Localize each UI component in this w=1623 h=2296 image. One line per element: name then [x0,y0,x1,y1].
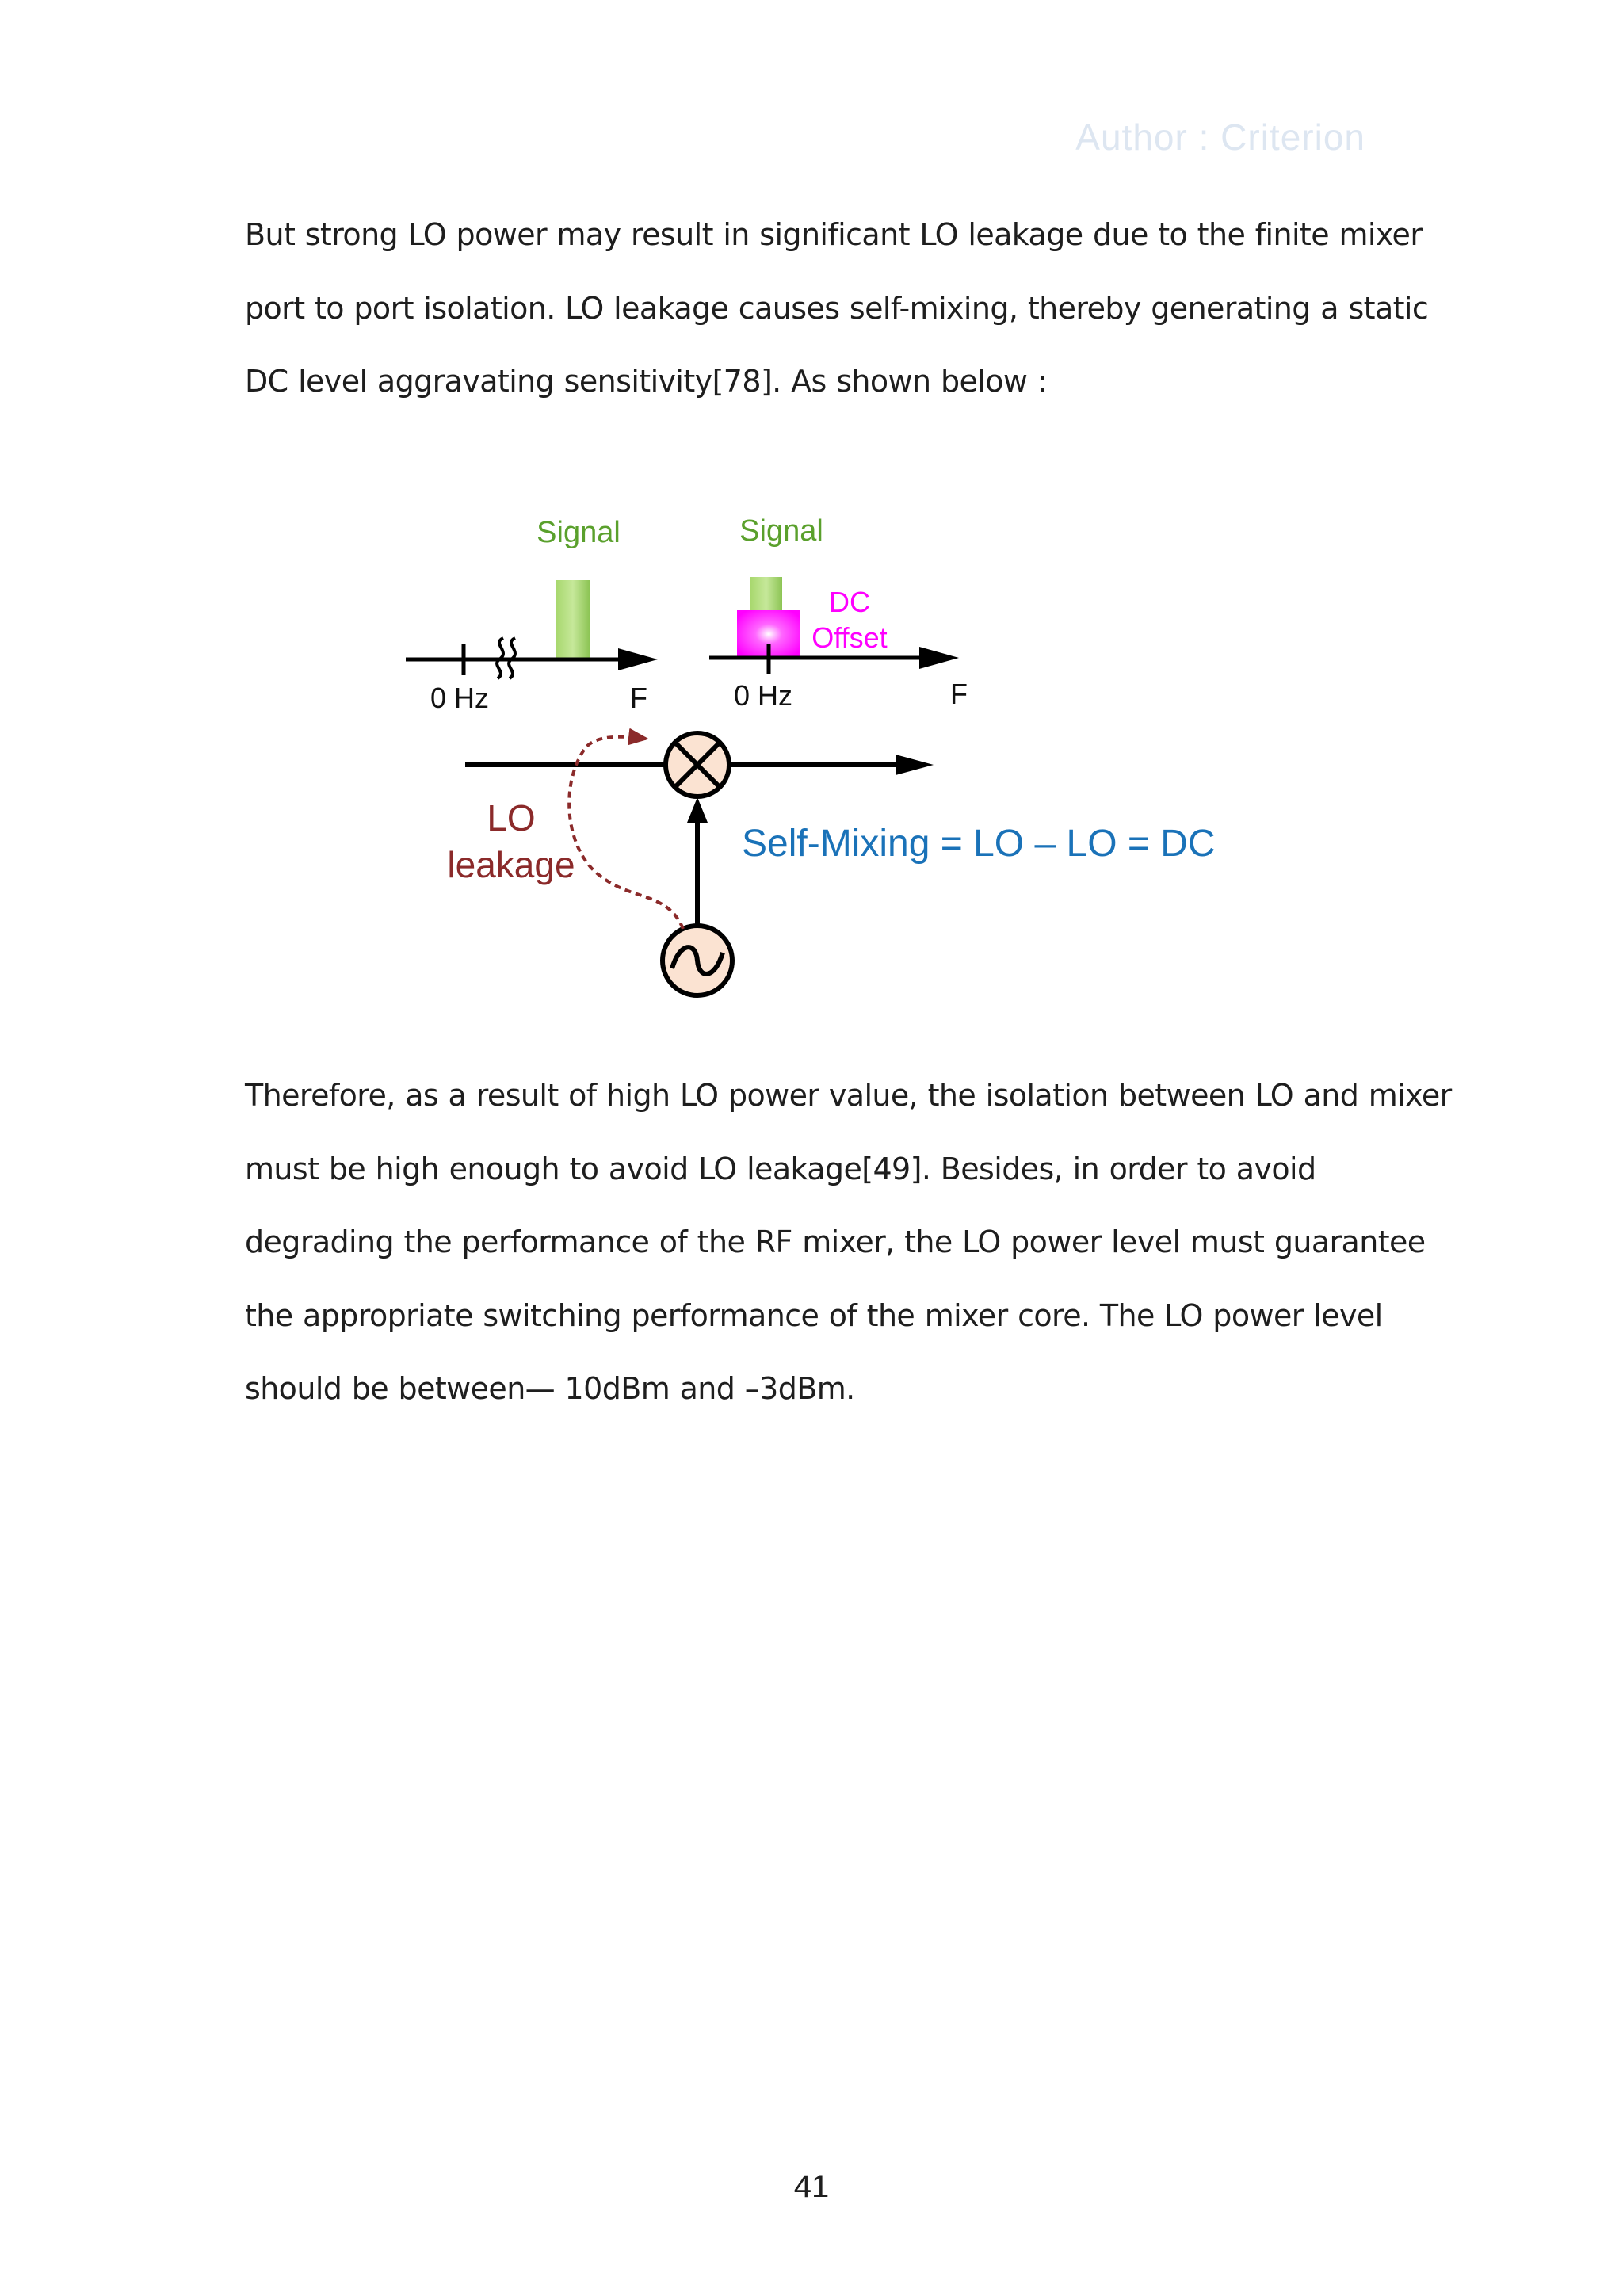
zero-hz-label-left: 0 Hz [430,682,490,714]
lo-path-arrowhead [687,797,708,823]
freq-label-left: F [630,682,647,714]
paragraph-line: must be high enough to avoid LO leakage[49]. Besides, in order to avoid [245,1151,1316,1186]
paragraph-line: the appropriate switching performance of the mixer core. The LO power level [245,1297,1383,1333]
freq-label-right: F [950,678,968,710]
signal-path-arrowhead [896,755,934,775]
zero-hz-label-right: 0 Hz [733,679,793,712]
header-author: Author : Criterion [1075,117,1365,158]
paragraph-line: Therefore, as a result of high LO power value, the isolation between LO and mixer [245,1078,1452,1113]
right-spectrum [709,514,968,712]
lo-leakage-label-line2: leakage [447,844,575,885]
lo-leakage-label-line1: LO [487,797,536,839]
axis-arrowhead-right [919,647,959,669]
offset-label: Offset [812,621,888,654]
paragraph-line: port to port isolation. LO leakage causes self-mixing, thereby generating a static [245,290,1429,326]
dc-label: DC [829,586,870,618]
paragraph-line: degrading the performance of the RF mixer, the LO power level must guarantee [245,1224,1426,1259]
paragraph-1 [245,198,1429,418]
left-spectrum [406,516,658,714]
axis-arrowhead-left [618,648,658,670]
self-mixing-diagram [380,507,1276,999]
self-mixing-figure [380,507,1276,999]
paragraph-line: should be between— 10dBm and –3dBm. [245,1371,855,1406]
paragraph-2 [245,1059,1452,1426]
paragraph-line: But strong LO power may result in significant LO leakage due to the finite mixer [245,217,1423,252]
oscillator-icon [663,926,732,995]
signal-bar-left [556,580,590,658]
mixer-icon [666,733,729,797]
self-mixing-equation: Self-Mixing = LO – LO = DC [742,823,1216,865]
signal-label-left: Signal [537,516,621,549]
signal-label-right: Signal [739,514,823,548]
page-number: 41 [793,2169,830,2204]
paragraph-line: DC level aggravating sensitivity[78]. As shown below : [245,364,1048,399]
